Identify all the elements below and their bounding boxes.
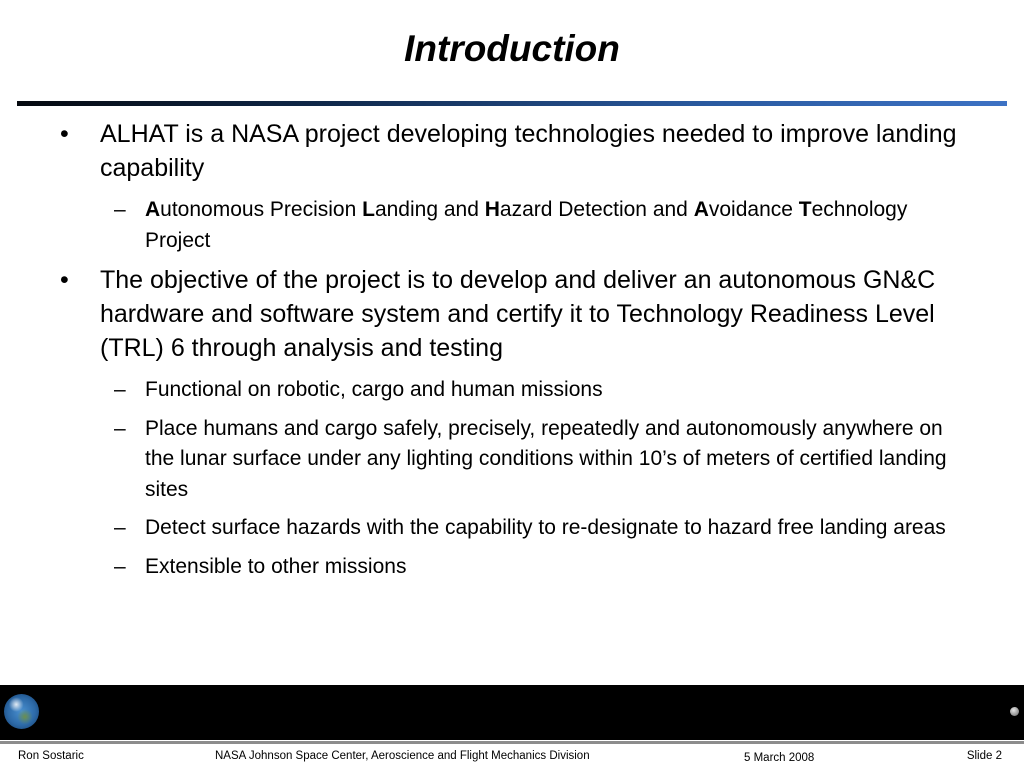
earth-icon [4,694,39,729]
acronym-letter: L [362,198,375,221]
acronym-letter: A [693,198,709,221]
acronym-word-part: anding and [374,198,485,221]
sub-bullet-item [114,375,970,406]
title-divider [17,101,1007,106]
dash-marker: – [114,516,126,539]
footer-author: Ron Sostaric [18,750,84,762]
sub-bullet-item [114,513,970,544]
footer-date: 5 March 2008 [744,752,815,764]
acronym-word-part: echnology Project [145,198,908,252]
footer-band [0,685,1024,740]
bullet-marker: • [60,266,69,294]
sub-bullet-text: Detect surface hazards with the capability to re-designate to hazard free landing areas [145,516,946,539]
acronym-letter: T [798,198,812,221]
dash-marker: – [114,416,126,440]
dash-marker: – [114,198,126,221]
bullet-item [60,263,970,365]
sub-bullet-item [114,414,970,506]
footer-organization: NASA Johnson Space Center, Aeroscience and Flight Mechanics Division [215,750,590,762]
sub-bullet-item [114,195,970,256]
sub-bullet-text: Functional on robotic, cargo and human missions [145,378,603,401]
acronym-letter: H [484,198,500,221]
slide-title: Introduction [404,28,620,69]
dash-marker: – [114,378,126,401]
footer-divider [0,741,1024,744]
bullet-text: The objective of the project is to develop and deliver an autonomous GN&C hardware and software system and certify it to Technology Readiness Level (TRL) 6 through analysis and testing [100,266,936,362]
bullet-marker: • [60,120,69,148]
acronym-word-part: azard Detection and [499,198,694,221]
slide-number: Slide 2 [966,750,1002,762]
slide-content [0,117,1024,582]
sub-bullet-text: Place humans and cargo safely, precisely, repeatedly and autonomously anywhere on the lunar surface under any lighting conditions within 10’s of meters of certified landing sites [145,416,947,501]
bullet-item [60,117,970,185]
sub-bullet-text [145,198,907,252]
sub-bullet-text: Extensible to other missions [145,554,407,578]
bullet-text: ALHAT is a NASA project developing technologies needed to improve landing capability [100,120,957,182]
acronym-word-part: utonomous Precision [160,198,363,221]
moon-icon [1010,707,1019,716]
acronym-word-part: voidance [708,198,799,221]
sub-bullet-item [114,552,970,583]
dash-marker: – [114,554,126,578]
acronym-letter: A [145,198,161,221]
